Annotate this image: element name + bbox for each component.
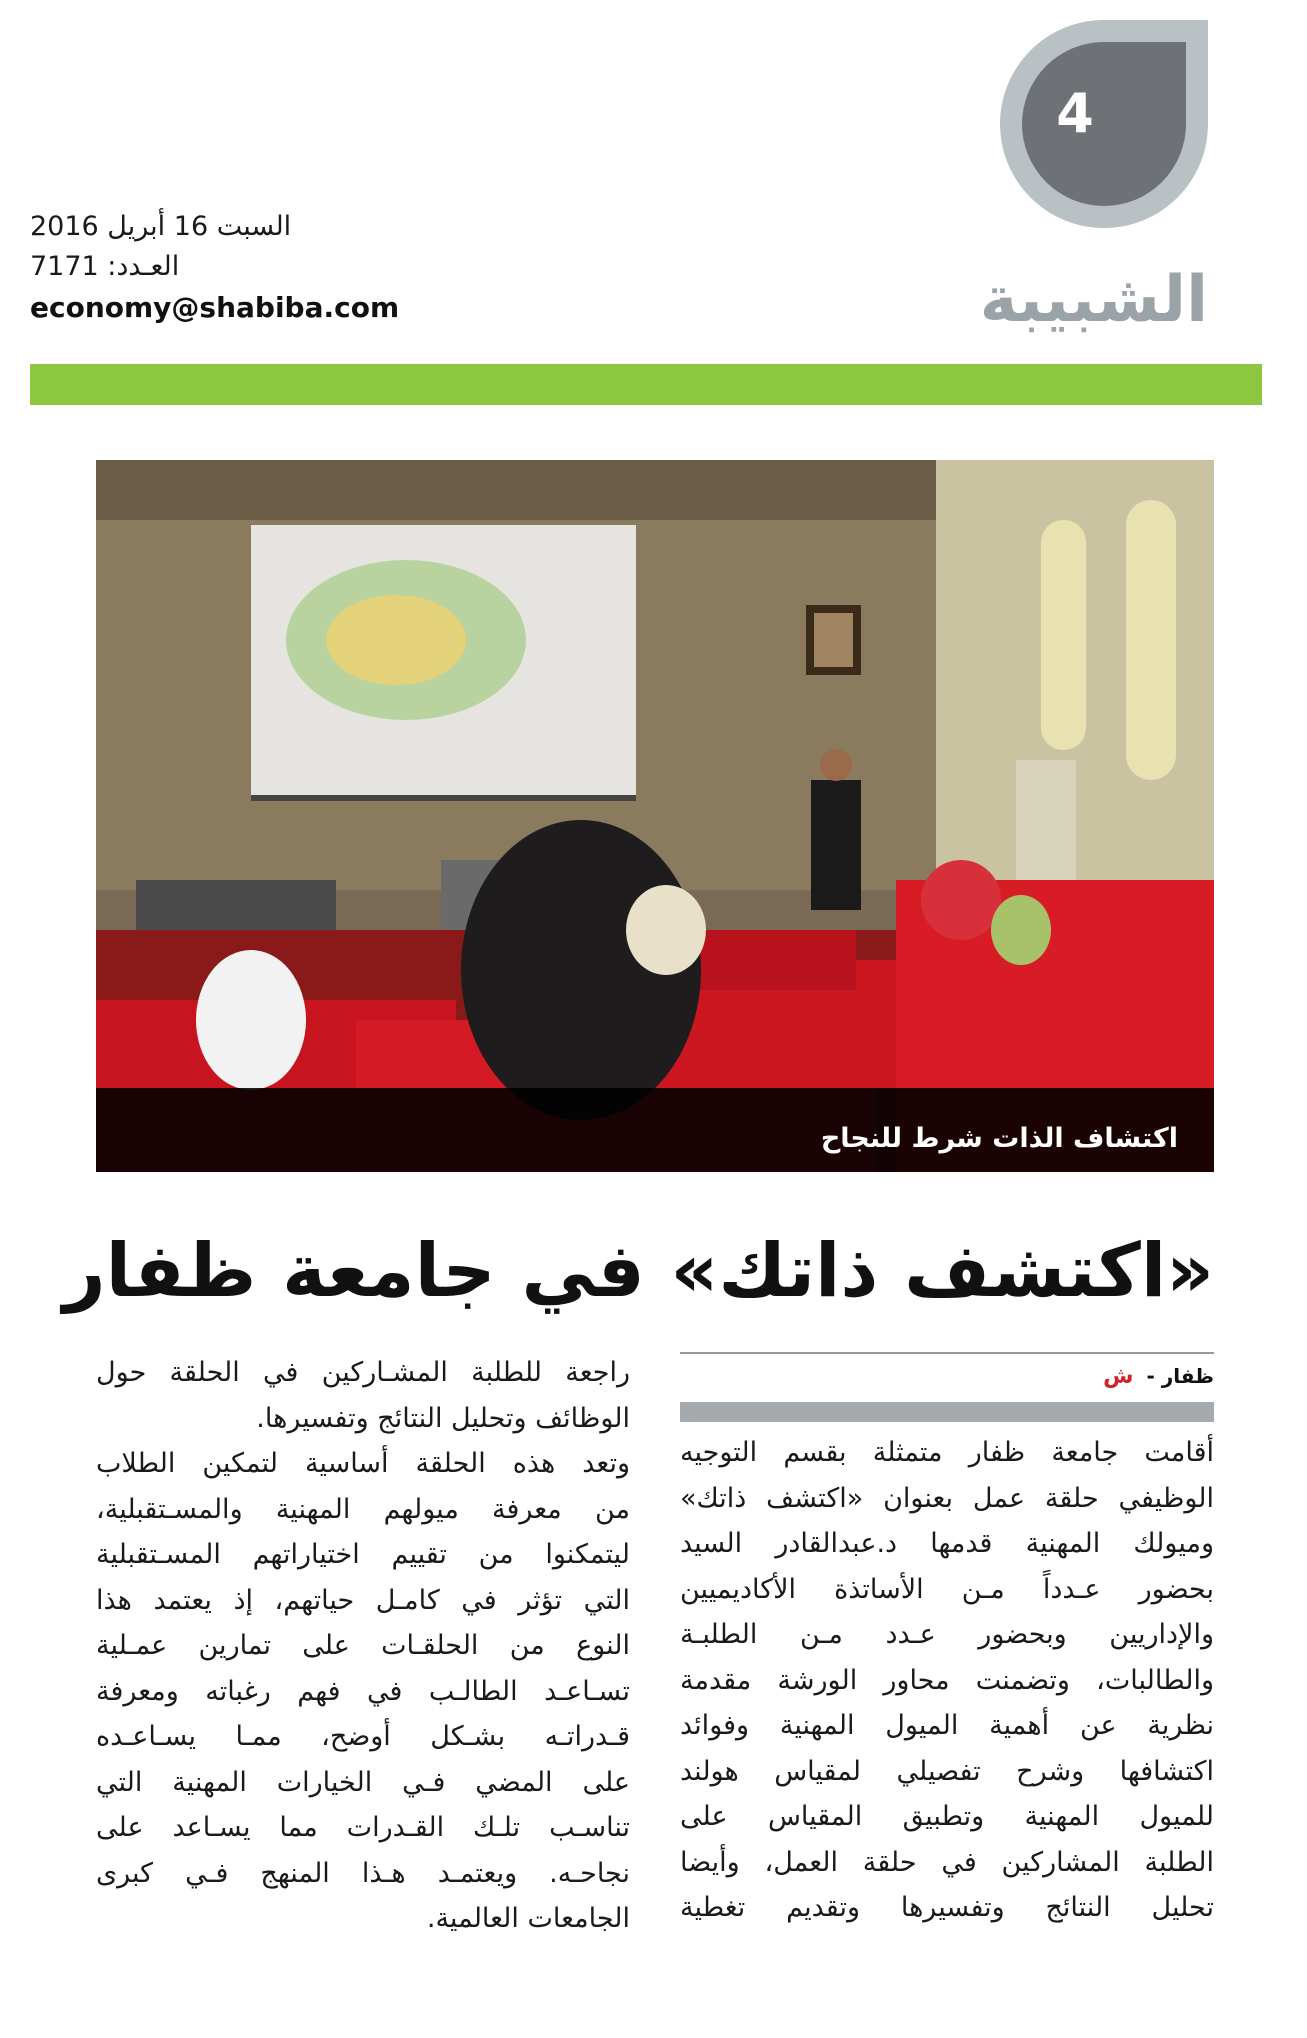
article-line: راجعة للطلبة المشـاركين في الحلقة حول bbox=[96, 1357, 630, 1388]
article-line: قـدراتـه بشـكل أوضح، ممـا يسـاعـده bbox=[96, 1721, 630, 1752]
byline-source-mark: ش bbox=[1103, 1364, 1134, 1389]
article-line: الجامعات العالمية. bbox=[426, 1903, 630, 1934]
article-column-left bbox=[96, 1350, 630, 1942]
article-photo bbox=[96, 460, 1214, 1172]
logo-wordmark: الشبيبة bbox=[979, 263, 1208, 337]
byline-location: ظفار - bbox=[1146, 1364, 1214, 1388]
section-email: economy@shabiba.com bbox=[30, 291, 400, 324]
article-headline: «اكتشف ذاتك» في جامعة ظفار bbox=[63, 1228, 1214, 1314]
article-line: والإداريين وبحضور عـدد مـن الطلبـة bbox=[680, 1619, 1214, 1650]
article-line: تسـاعـد الطالـب في فهم رغباته ومعرفة bbox=[96, 1675, 630, 1707]
article-line: اكتشافها وشرح تفصيلي لمقياس هولند bbox=[680, 1755, 1214, 1787]
section-divider-bar bbox=[30, 364, 1262, 405]
newspaper-logo bbox=[979, 250, 1208, 350]
byline bbox=[680, 1360, 1214, 1393]
article-line: وميولك المهنية قدمها د.عبدالقادر السيد bbox=[680, 1528, 1214, 1559]
issue-info bbox=[30, 207, 460, 329]
article-line: أقامت جامعة ظفار متمثلة بقسم التوجيه bbox=[680, 1437, 1214, 1468]
issue-number: العـدد: 7171 bbox=[30, 251, 180, 282]
article-line: التي تؤثر في كامـل حياتهم، إذ يعتمد هذا bbox=[96, 1584, 630, 1616]
article-line: الوظيفي حلقة عمل بعنوان «اكتشف ذاتك» bbox=[680, 1482, 1214, 1514]
article-line: بحضور عـدداً مـن الأساتذة الأكاديميين bbox=[680, 1573, 1214, 1605]
byline-grey-bar bbox=[680, 1402, 1214, 1422]
article-line: وتعد هذه الحلقة أساسية لتمكين الطلاب bbox=[96, 1448, 630, 1479]
article-column-right bbox=[680, 1430, 1214, 1931]
article-line: نظرية عن أهمية الميول المهنية وفوائد bbox=[680, 1710, 1214, 1741]
article-line: الطلبة المشاركين في حلقة العمل، وأيضا bbox=[680, 1846, 1214, 1878]
article-line: نجاحـه. ويعتمـد هـذا المنهج فـي كبرى bbox=[96, 1857, 630, 1889]
article-line: الوظائف وتحليل النتائج وتفسيرها. bbox=[256, 1402, 630, 1434]
article-line: النوع من الحلقـات على تمارين عمـلية bbox=[96, 1630, 630, 1661]
page-number-badge bbox=[1000, 20, 1208, 228]
lecture-hall-illustration bbox=[96, 460, 1214, 1172]
article-line: والطالبات، وتضمنت محاور الورشة مقدمة bbox=[680, 1664, 1214, 1696]
article-line: تحليل النتائج وتفسيرها وتقديم تغطية bbox=[680, 1892, 1214, 1923]
issue-date: السبت 16 أبريل 2016 bbox=[30, 211, 292, 242]
article-line: للميول المهنية وتطبيق المقياس على bbox=[680, 1801, 1214, 1832]
page-number: 4 bbox=[1056, 82, 1094, 145]
article-line: من معرفة ميولهم المهنية والمسـتقبلية، bbox=[96, 1493, 630, 1525]
article-line: على المضي فـي الخيارات المهنية التي bbox=[96, 1766, 630, 1798]
article-line: تناسـب تلـك القـدرات مما يسـاعد على bbox=[96, 1812, 630, 1843]
column-top-rule bbox=[680, 1352, 1214, 1354]
photo-caption: اكتشاف الذات شرط للنجاح bbox=[820, 1123, 1178, 1154]
article-line: ليتمكنوا من تقييم اختياراتهم المسـتقبلية bbox=[96, 1539, 630, 1570]
